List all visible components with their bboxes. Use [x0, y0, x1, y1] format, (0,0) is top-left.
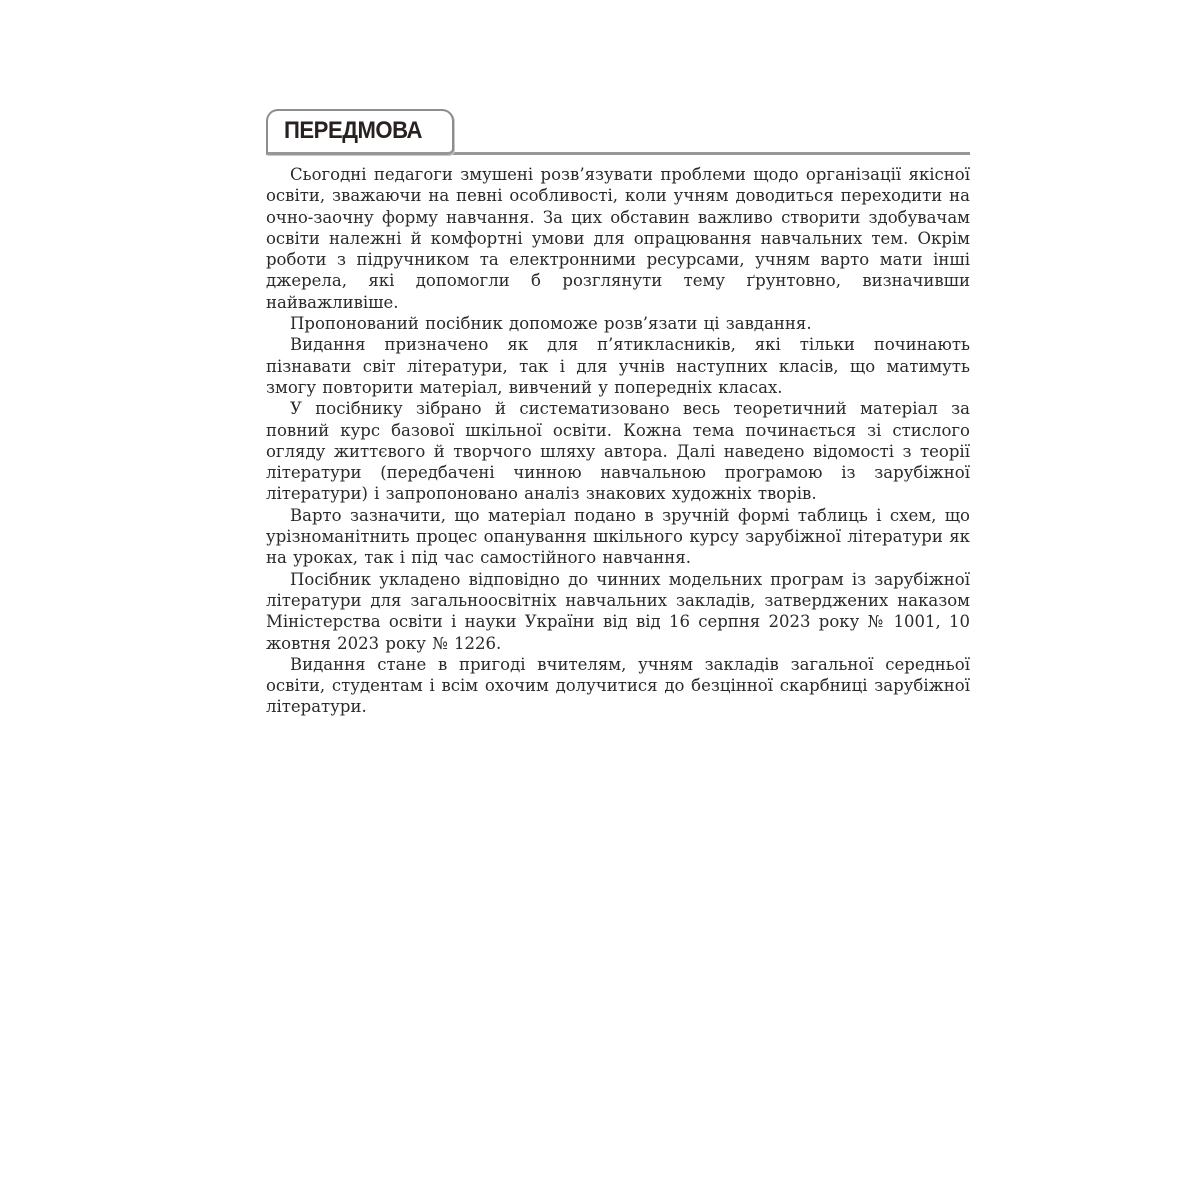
paragraph: У посібнику зібрано й систематизовано весь теоретичний матеріал за повний курс базової шкільної освіти. Кожна тема починається зі стислого огляду життєвого й творчого шляху автора. Далі наведено відомості з теорії літератури (передбачені чинною навчальною програмою із зарубіжної літератури) і запропоновано аналіз знакових художніх творів. — [266, 399, 970, 504]
preface-tab — [266, 109, 454, 155]
paragraph: Видання призначено як для п’ятикласників, які тільки починають пізнавати світ літератури, так і для учнів наступних класів, що матимуть змогу повторити матеріал, вивчений у попередніх класах. — [266, 335, 970, 397]
page-title: ПЕРЕДМОВА — [284, 116, 422, 144]
paragraph: Видання стане в пригоді вчителям, учням закладів загальної середньої освіти, студентам і всім охочим долучитися до безцінної скарбниці зарубіжної літератури. — [266, 654, 970, 717]
preface-text — [266, 164, 970, 718]
title-rule — [266, 106, 970, 155]
paragraph: Пропонований посібник допоможе розв’язати ці завдання. — [290, 314, 812, 334]
paragraph: Сьогодні педагоги змушені розв’язувати проблеми щодо організації якісної освіти, зважаючи на певні особливості, коли учням доводиться переходити на очно-заочну форму навчання. За цих обставин важливо створити здобувачам освіти належні й комфортні умови для опрацювання навчальних тем. Окрім роботи з підручником та електронними ресурсами, учням варто мати інші джерела, які допомогли б розглянути тему ґрунтовно, визначивши найважливіше. — [266, 165, 970, 312]
paragraph: Варто зазначити, що матеріал подано в зручній формі таблиць і схем, що урізноманітнить процес опанування шкільного курсу зарубіжної літератури як на уроках, так і під час самостійного навчання. — [266, 505, 970, 568]
preface-section — [266, 106, 970, 718]
paragraph: Посібник укладено відповідно до чинних модельних програм із зарубіжної літератури для загальноосвітніх навчальних закладів, затверджених наказом Міністерства освіти і науки України від від 16 серпня 2023 року № 1001, 10 жовтня 2023 року № 1226. — [266, 569, 970, 653]
